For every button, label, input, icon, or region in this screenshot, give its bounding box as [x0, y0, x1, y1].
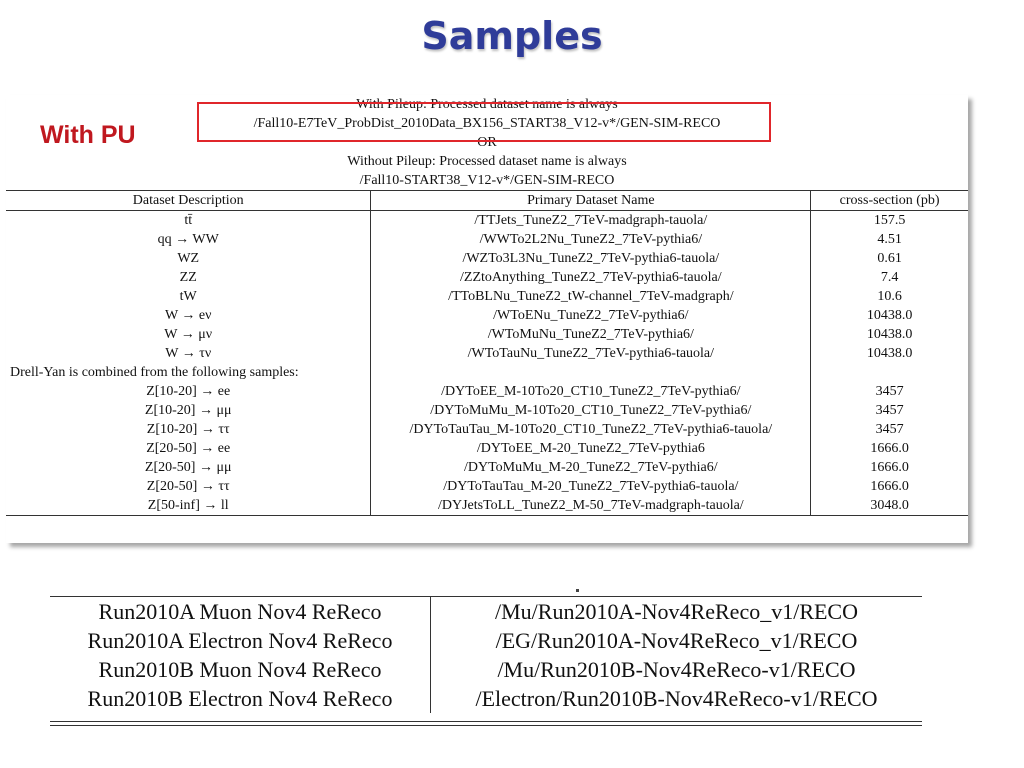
pileup-highlight-box: [197, 102, 771, 142]
table-cell: /ZZtoAnything_TuneZ2_7TeV-pythia6-tauola/: [371, 268, 811, 287]
table-row: [6, 230, 968, 249]
run-description: Run2010A Electron Nov4 ReReco: [50, 626, 431, 655]
dataset-table-container: [6, 95, 968, 543]
table-row: [6, 496, 968, 516]
info-line: /Fall10-START38_V12-v*/GEN-SIM-RECO: [6, 171, 968, 191]
table-row: [6, 344, 968, 363]
table-cell: WZ: [177, 251, 200, 266]
dataset-path: /Mu/Run2010B-Nov4ReReco-v1/RECO: [497, 657, 856, 682]
table-cell: Z[10-20] → ee: [146, 384, 231, 399]
table-cell: /WWTo2L2Nu_TuneZ2_7TeV-pythia6/: [371, 230, 811, 249]
run-description: Run2010B Electron Nov4 ReReco: [50, 684, 431, 713]
table-cell: W → μν: [164, 327, 213, 342]
table-cell: /DYJetsToLL_TuneZ2_M-50_7TeV-madgraph-tauola/: [371, 496, 811, 516]
table-cell: Z[50-inf] → ll: [6, 496, 371, 516]
info-line: Without Pileup: Processed dataset name is always: [347, 154, 627, 169]
drell-yan-note-row: [6, 363, 968, 382]
table-row: [6, 477, 968, 496]
table-row: [50, 684, 922, 713]
table-cell: 3457: [875, 403, 904, 418]
table-cell: /DYToTauTau_M-10To20_CT10_TuneZ2_7TeV-pythia6-tauola/: [371, 420, 811, 439]
table-cell: /DYToEE_M-20_TuneZ2_7TeV-pythia6: [371, 439, 811, 458]
table-cell: 157.5: [873, 213, 906, 228]
table-cell: Z[20-50] → ee: [146, 441, 231, 456]
table-row: [50, 626, 922, 655]
table-row: [6, 268, 968, 287]
with-pu-label: With PU: [40, 121, 136, 149]
dataset-table: [6, 95, 968, 516]
table-cell: /WToMuNu_TuneZ2_7TeV-pythia6/: [371, 325, 811, 344]
table-cell: /TTJets_TuneZ2_7TeV-madgraph-tauola/: [371, 211, 811, 231]
info-line: /Fall10-E7TeV_ProbDist_2010Data_BX156_START38_V12-v*/GEN-SIM-RECO: [253, 116, 721, 131]
slide-title: Samples: [421, 14, 603, 58]
table-row: [6, 458, 968, 477]
table-cell: 10438.0: [866, 346, 913, 361]
info-row: [6, 152, 968, 171]
table-row: [6, 420, 968, 439]
table-row: [50, 597, 922, 626]
table-row: [6, 439, 968, 458]
table-cell: 3048.0: [811, 496, 968, 516]
info-row: [6, 171, 968, 191]
table-cell: 1666.0: [870, 479, 909, 494]
table-row: [6, 401, 968, 420]
table-cell: 10438.0: [866, 327, 913, 342]
table-cell: 4.51: [877, 232, 902, 247]
column-header: Dataset Description: [6, 191, 371, 211]
table-cell: tt̄: [184, 213, 193, 228]
dataset-path: /Electron/Run2010B-Nov4ReReco-v1/RECO: [475, 686, 878, 711]
info-line: OR: [477, 135, 497, 150]
table-cell: /WToTauNu_TuneZ2_7TeV-pythia6-tauola/: [371, 344, 811, 363]
table2-bottom-rule-double: [50, 725, 922, 726]
table-row: [6, 306, 968, 325]
dataset-path: /EG/Run2010A-Nov4ReReco_v1/RECO: [495, 628, 858, 653]
dataset-path: /Mu/Run2010A-Nov4ReReco_v1/RECO: [495, 599, 858, 624]
table-cell: 1666.0: [870, 460, 909, 475]
table-row: [6, 325, 968, 344]
table-cell: 10438.0: [866, 308, 913, 323]
table-cell: [371, 363, 811, 382]
table-cell: 7.4: [880, 270, 899, 285]
table-cell: [811, 363, 968, 382]
table-cell: /WToENu_TuneZ2_7TeV-pythia6/: [371, 306, 811, 325]
run-description: Run2010A Muon Nov4 ReReco: [50, 597, 431, 626]
table-cell: 0.61: [877, 251, 902, 266]
table-cell: W → eν: [164, 308, 212, 323]
drell-yan-note: Drell-Yan is combined from the following samples:: [10, 365, 299, 380]
table-cell: W → τν: [165, 346, 212, 361]
table-cell: 1666.0: [870, 441, 909, 456]
table-row: [6, 211, 968, 231]
table-row: [50, 655, 922, 684]
info-line: With Pileup: Processed dataset name is always: [356, 97, 618, 112]
table-cell: /DYToMuMu_M-10To20_CT10_TuneZ2_7TeV-pythia6/: [371, 401, 811, 420]
table-row: [6, 382, 968, 401]
table-cell: /WZTo3L3Nu_TuneZ2_7TeV-pythia6-tauola/: [371, 249, 811, 268]
table-marker-dot: [576, 589, 579, 592]
run-description: Run2010B Muon Nov4 ReReco: [50, 655, 431, 684]
column-header: Primary Dataset Name: [371, 191, 811, 211]
table-cell: /DYToTauTau_M-20_TuneZ2_7TeV-pythia6-tauola/: [371, 477, 811, 496]
header-row: [6, 191, 968, 211]
table-cell: 3457: [875, 384, 904, 399]
table-cell: tW: [179, 289, 197, 304]
table-cell: /DYToEE_M-10To20_CT10_TuneZ2_7TeV-pythia6/: [371, 382, 811, 401]
table-cell: Z[20-50] → μμ: [144, 460, 232, 475]
column-header: cross-section (pb): [811, 191, 968, 211]
table-cell: Z[10-20] → ττ: [146, 422, 230, 437]
table-cell: /TToBLNu_TuneZ2_tW-channel_7TeV-madgraph/: [371, 287, 811, 306]
table-cell: ZZ: [179, 270, 197, 285]
table-cell: qq → WW: [157, 232, 219, 247]
table-cell: 10.6: [877, 289, 902, 304]
table-cell: /DYToMuMu_M-20_TuneZ2_7TeV-pythia6/: [371, 458, 811, 477]
table-row: [6, 287, 968, 306]
table-row: [6, 249, 968, 268]
table-cell: Z[10-20] → μμ: [144, 403, 232, 418]
table-cell: Z[20-50] → ττ: [146, 479, 230, 494]
table2-bottom-rule: [50, 721, 922, 722]
rereco-table: [50, 597, 922, 713]
table-cell: 3457: [875, 422, 904, 437]
